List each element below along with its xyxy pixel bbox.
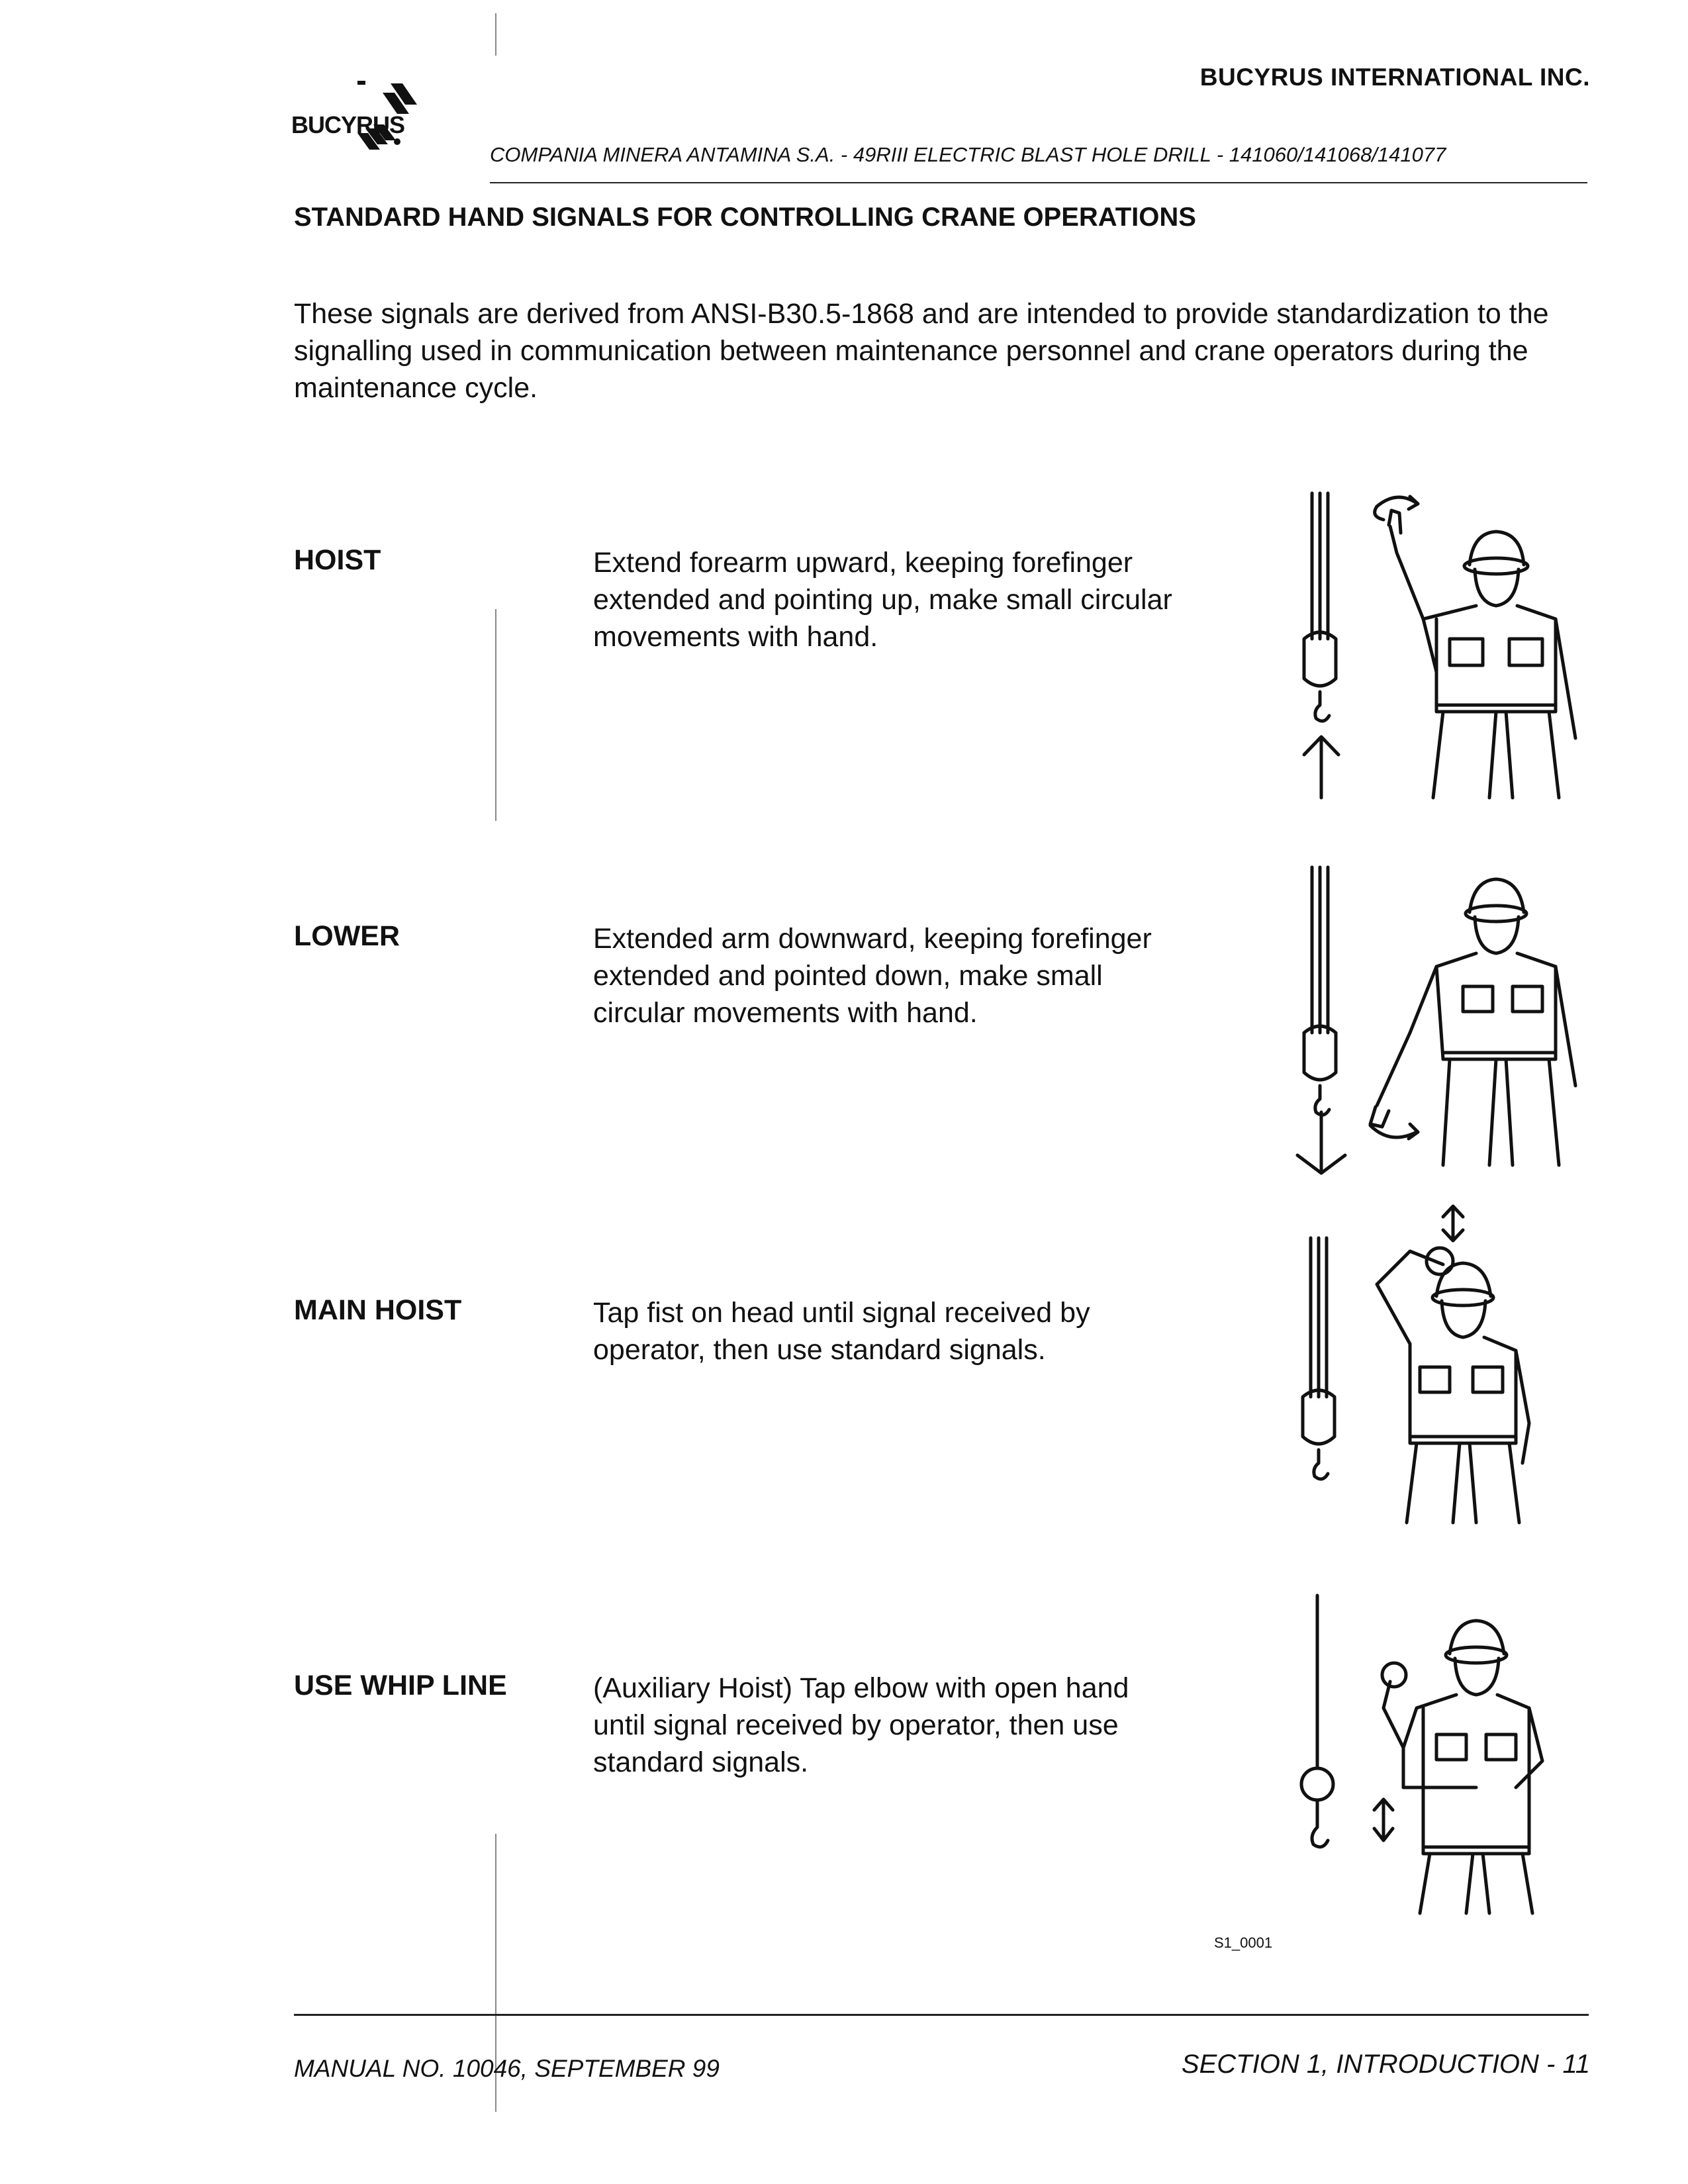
signal-description-main-hoist: Tap fist on head until signal received by operator, then use standard signals. (593, 1297, 1090, 1366)
hoist-signal-figure (1278, 487, 1595, 804)
figure-id: S1_0001 (1214, 1934, 1273, 1951)
footer-divider (294, 2014, 1589, 2016)
header-divider (490, 182, 1587, 183)
logo-text: BUCYRUS (291, 111, 405, 138)
page-title: STANDARD HAND SIGNALS FOR CONTROLLING CRANE OPERATIONS (294, 203, 1196, 232)
company-name: BUCYRUS INTERNATIONAL INC. (1199, 64, 1590, 91)
whip-line-signal-figure (1278, 1589, 1595, 1920)
main-hoist-signal-figure (1278, 1198, 1595, 1529)
scan-artifact-line (495, 609, 496, 821)
signal-description-hoist: Extend forearm upward, keeping forefinger extended and pointing up, make small circular movements with hand. (593, 547, 1172, 653)
intro-paragraph: These signals are derived from ANSI-B30.5-1868 and are intended to provide standardization to the signalling used in communication between maintenance personnel and crane operators during the maintenance cycle. (294, 298, 1549, 404)
signal-name-use-whip-line: USE WHIP LINE (294, 1670, 507, 1701)
scan-artifact-line (495, 13, 496, 56)
signal-name-hoist: HOIST (294, 544, 381, 576)
crane-hook-icon (1301, 1768, 1333, 1800)
lower-signal-figure (1278, 861, 1595, 1178)
signal-description-use-whip-line: (Auxiliary Hoist) Tap elbow with open hand until signal received by operator, then use standard signals. (593, 1672, 1129, 1778)
bucyrus-logo (291, 64, 444, 176)
signal-name-main-hoist: MAIN HOIST (294, 1294, 462, 1326)
footer-section-page: SECTION 1, INTRODUCTION - 11 (1181, 2050, 1590, 2079)
signal-description-lower: Extended arm downward, keeping forefinger extended and pointed down, make small circular movements with hand. (593, 923, 1152, 1029)
signal-name-lower: LOWER (294, 920, 400, 952)
document-subtitle: COMPANIA MINERA ANTAMINA S.A. - 49RIII ELECTRIC BLAST HOLE DRILL - 141060/141068/141077 (490, 143, 1446, 166)
footer-manual-number: MANUAL NO. 10046, SEPTEMBER 99 (294, 2055, 720, 2082)
